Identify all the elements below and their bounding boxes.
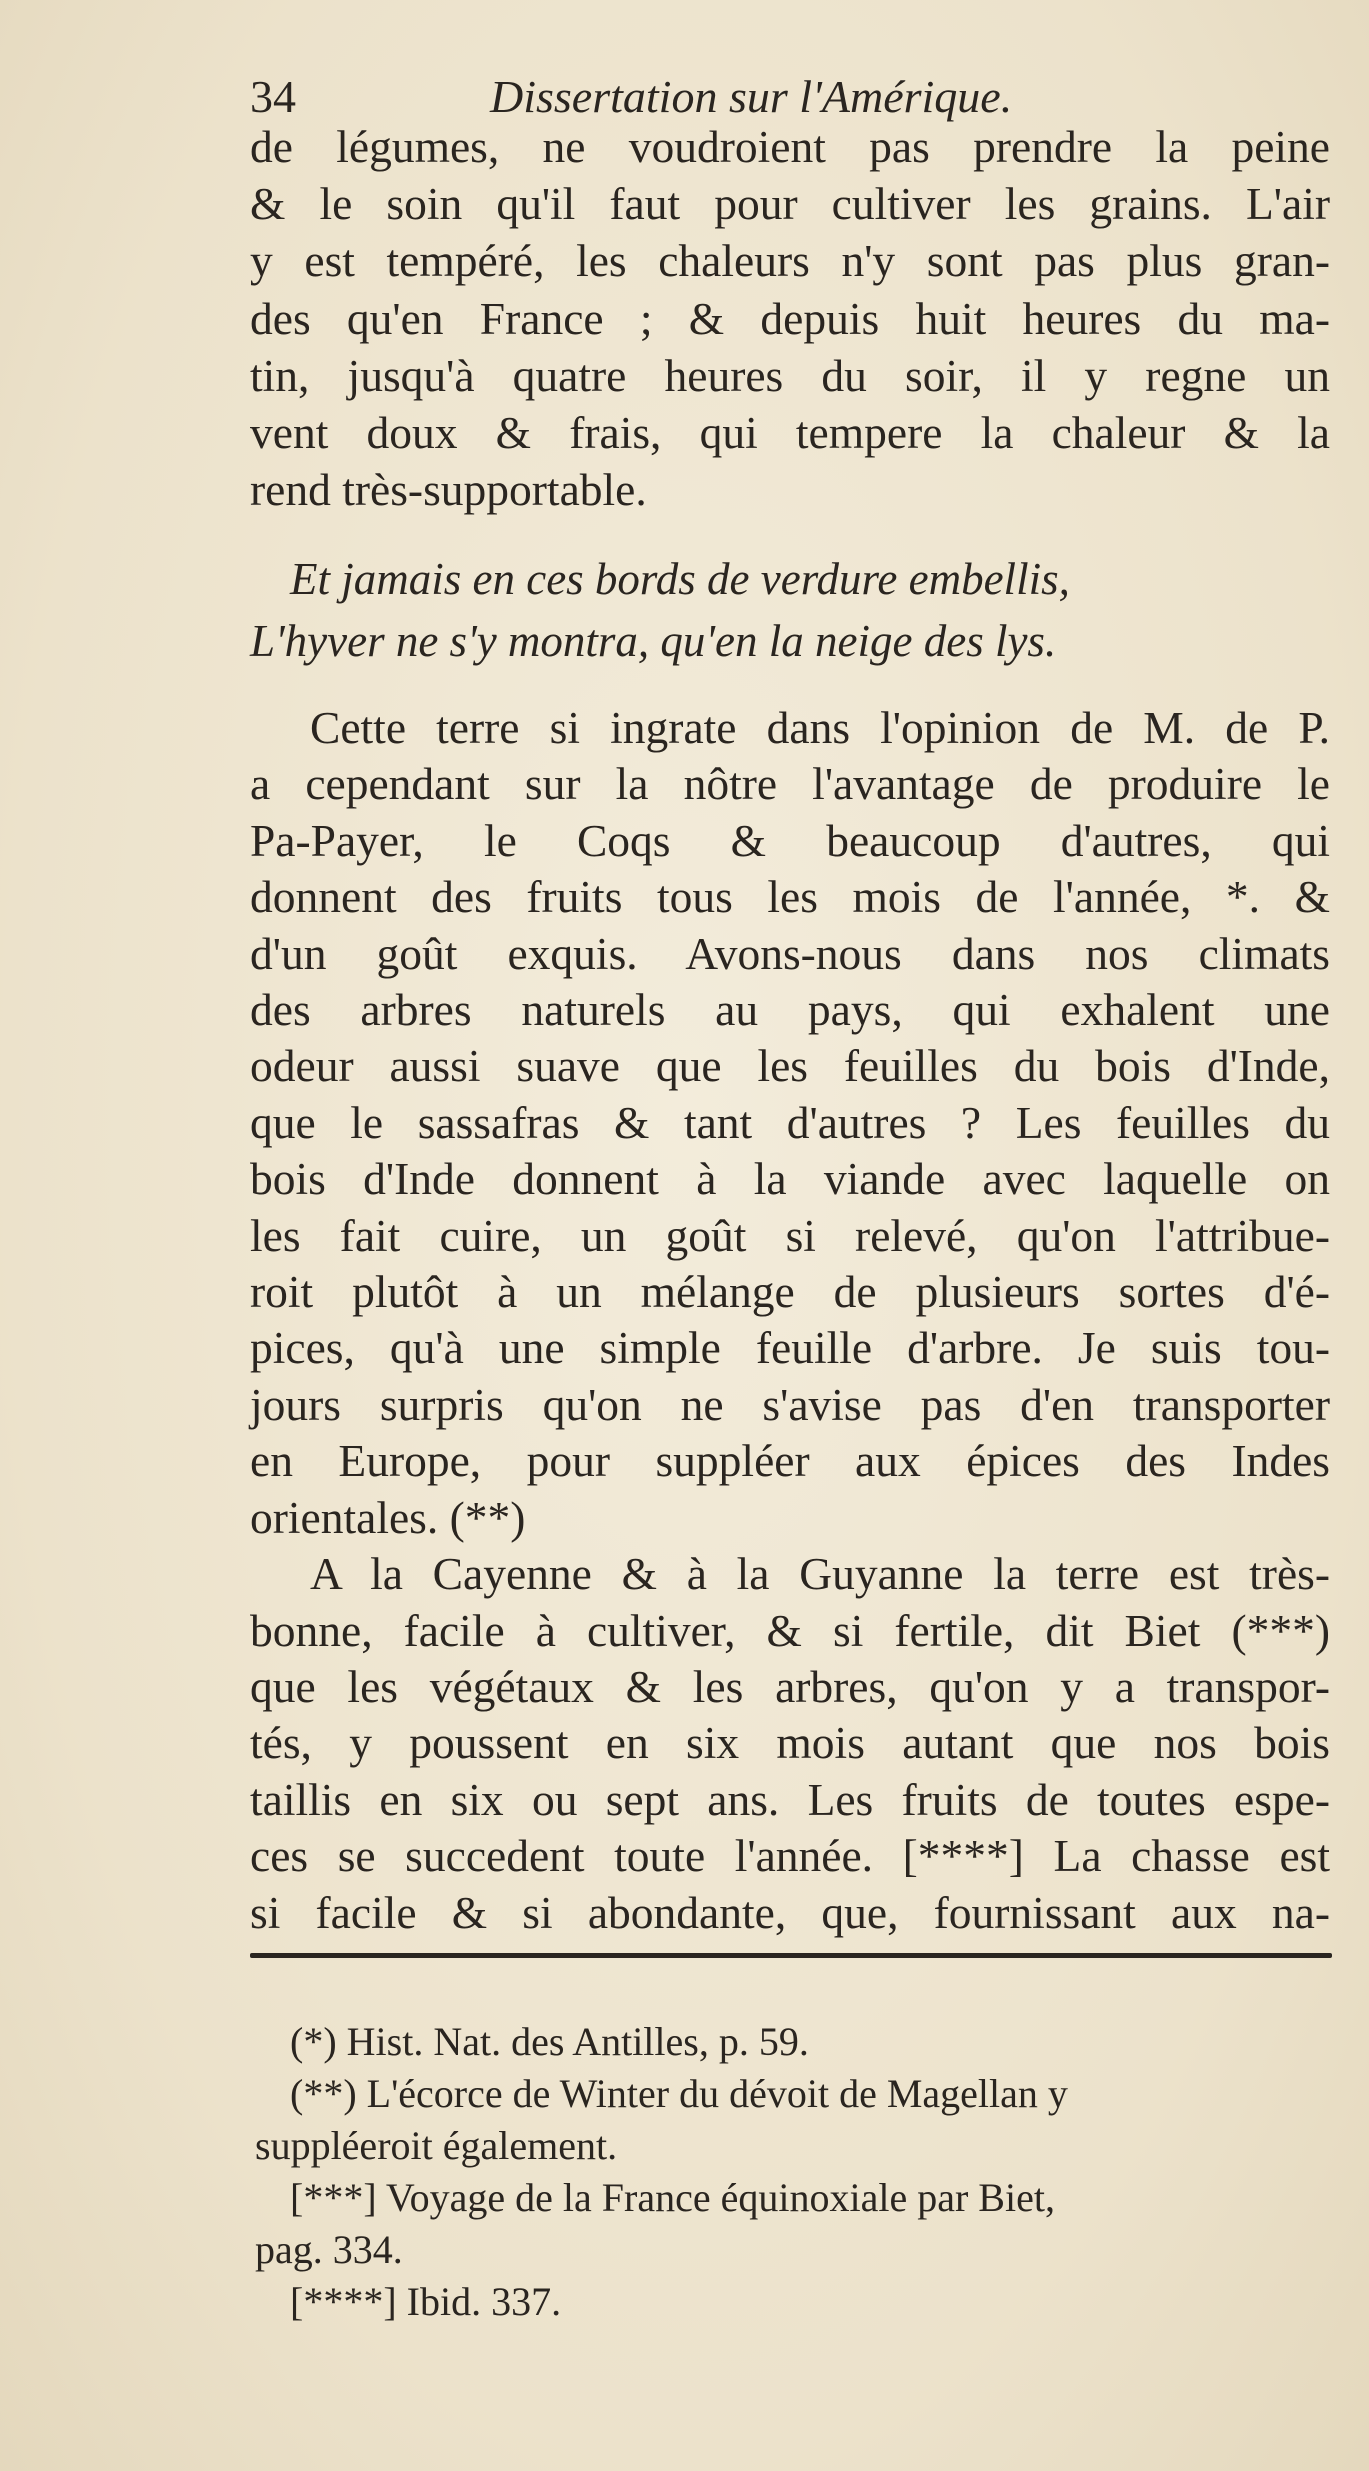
verse-line-1: Et jamais en ces bords de verdure embellis, (290, 554, 1070, 604)
footnote-1: (*) Hist. Nat. des Antilles, p. 59. (290, 2019, 809, 2064)
text-line: jours surpris qu'on ne s'avise pas d'en transporter (250, 1378, 1330, 1430)
text-line: odeur aussi suave que les feuilles du bois d'Inde, (250, 1040, 1330, 1092)
text-line: que le sassafras & tant d'autres ? Les feuilles du (250, 1096, 1330, 1148)
footnote-3: [***] Voyage de la France équinoxiale par Biet, (290, 2175, 1055, 2220)
text-line: roit plutôt à un mélange de plusieurs sortes d'é- (250, 1266, 1330, 1318)
text-line: que les végétaux & les arbres, qu'on y a transpor- (250, 1660, 1330, 1712)
footnote-4: [****] Ibid. 337. (290, 2279, 562, 2324)
page-number: 34 (250, 71, 296, 122)
text-line: les fait cuire, un goût si relevé, qu'on l'attribue- (250, 1209, 1330, 1261)
text-line: y est tempéré, les chaleurs n'y sont pas plus gran- (250, 235, 1330, 287)
text-line: rend très-supportable. (250, 464, 647, 516)
text-line: tés, y poussent en six mois autant que nos bois (250, 1717, 1330, 1769)
text-line: bois d'Inde donnent à la viande avec laquelle on (250, 1153, 1330, 1205)
verse-quotation (250, 548, 1310, 672)
text-line: de légumes, ne voudroient pas prendre la peine (250, 121, 1330, 172)
text-line: d'un goût exquis. Avons-nous dans nos climats (250, 927, 1330, 979)
text-line: orientales. (**) (250, 1491, 526, 1543)
text-line: ces se succedent toute l'année. [****] La chasse est (250, 1830, 1330, 1882)
paragraph-continuation (250, 118, 1330, 518)
text-line: & le soin qu'il faut pour cultiver les grains. L'air (250, 178, 1330, 230)
text-line: des arbres naturels au pays, qui exhalent une (250, 984, 1330, 1036)
text-line: A la Cayenne & à la Guyanne la terre est très- (310, 1548, 1330, 1600)
text-line: si facile & si abondante, que, fournissant aux na- (250, 1886, 1330, 1938)
text-line: Pa-Payer, le Coqs & beaucoup d'autres, qui (250, 814, 1330, 866)
text-line: vent doux & frais, qui tempere la chaleur & la (250, 407, 1330, 459)
footnotes (255, 2016, 1330, 2328)
footnote-2-continuation: suppléeroit également. (255, 2123, 618, 2168)
running-title: Dissertation sur l'Amérique. (490, 71, 1013, 122)
footnote-3-continuation: pag. 334. (255, 2227, 403, 2272)
text-line: en Europe, pour suppléer aux épices des Indes (250, 1435, 1330, 1487)
text-line: taillis en six ou sept ans. Les fruits de toutes espe- (250, 1773, 1330, 1825)
text-line: Cette terre si ingrate dans l'opinion de M. de P. (310, 702, 1330, 753)
text-line: bonne, facile à cultiver, & si fertile, dit Biet (***) (250, 1604, 1330, 1656)
text-line: tin, jusqu'à quatre heures du soir, il y regne un (250, 349, 1330, 401)
footnote-2: (**) L'écorce de Winter du dévoit de Magellan y (290, 2071, 1068, 2116)
text-line: des qu'en France ; & depuis huit heures du ma- (250, 292, 1330, 344)
footnote-divider (250, 1953, 1332, 1958)
verse-line-2: L'hyver ne s'y montra, qu'en la neige des lys. (250, 616, 1057, 666)
text-line: donnent des fruits tous les mois de l'année, *. & (250, 871, 1330, 923)
main-text (250, 700, 1330, 1941)
text-line: pices, qu'à une simple feuille d'arbre. Je suis tou- (250, 1322, 1330, 1374)
text-line: a cependant sur la nôtre l'avantage de produire le (250, 758, 1330, 810)
